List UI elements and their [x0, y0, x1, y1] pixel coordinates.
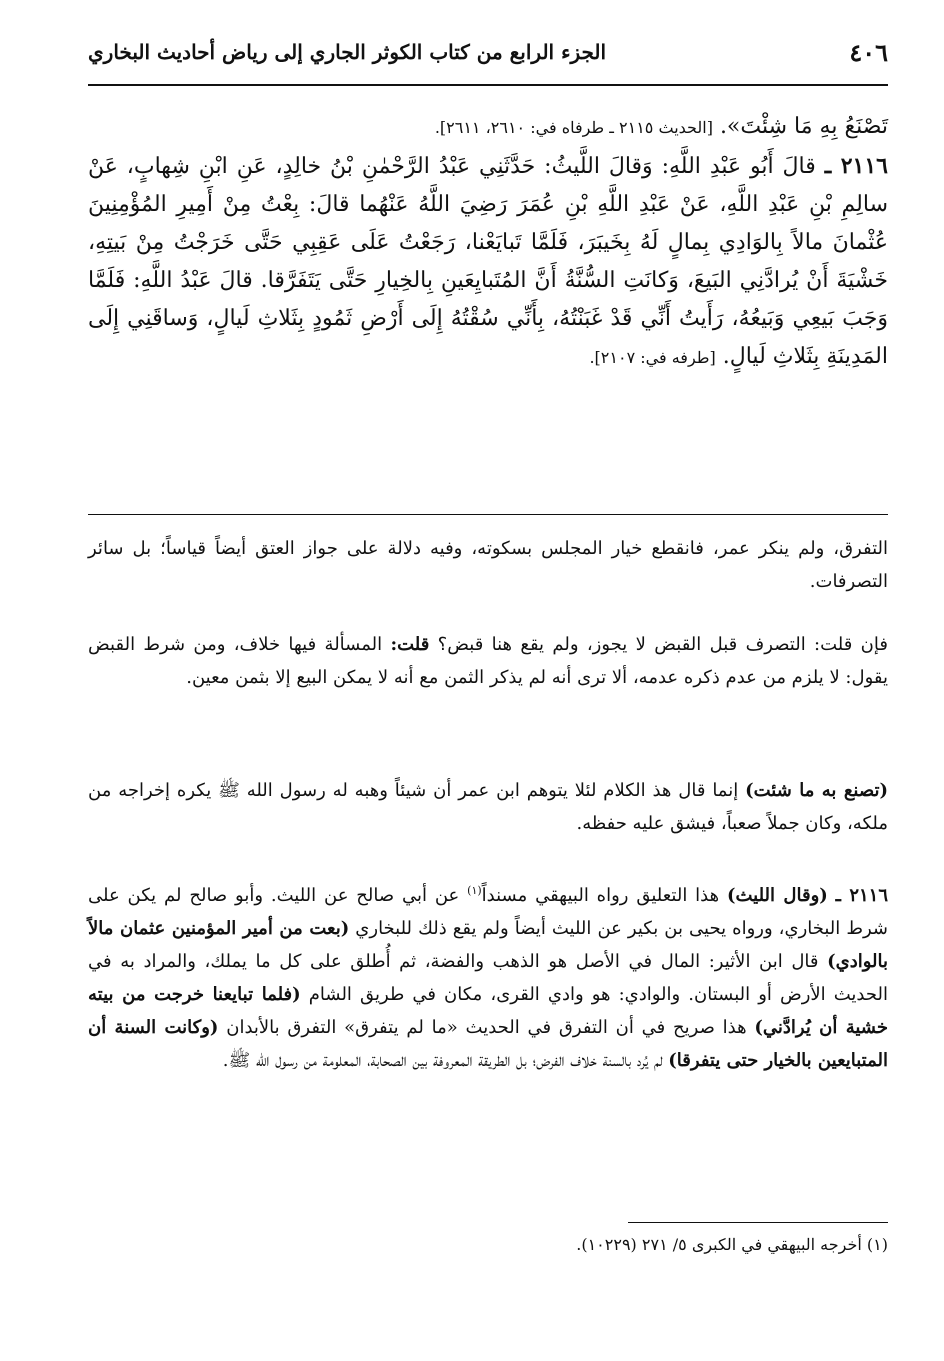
footnote	[88, 1232, 888, 1258]
header-rule	[88, 84, 888, 86]
hadith-ref: [طرفه في: ٢١٠٧].	[589, 348, 716, 367]
explanation-text: قال ابن الأثير: المال في الأصل هو الذهب والفضة، ثم أُطلق على كل ما يملك، والمراد به في الحديث الأرض أو البستان. والوادي: هو وادي القرى، مكان في طريق الشام	[88, 951, 888, 1005]
hadith-2116	[88, 147, 888, 377]
quoted-phrase: (وكانت السنة أن المتبايعين بالخيار حتى يتفرقا)	[88, 1017, 888, 1071]
commentary-text	[88, 874, 888, 1077]
hadith-section	[88, 108, 888, 377]
hadith-text: قالَ أَبُو عَبْدِ اللَّهِ: وَقالَ اللَّيثُ: حَدَّثَنِي عَبْدُ الرَّحْمٰنِ بْنُ خالِدٍ، عَنِ ابْنِ شِهابٍ، عَنْ سالِمِ بْنِ عَبْدِ اللَّهِ، عَنْ عَبْدِ اللَّهِ بْنِ عُمَرَ رَضِيَ اللَّهُ عَنْهُما قالَ: بِعْتُ مِنْ أَمِيرِ المُؤْمِنِينَ عُثْمانَ مالاً بِالوَادِي بِمالٍ لَهُ بِخَيبَرَ، فَلَمَّا تَبايَعْنا، رَجَعْتُ عَلَى عَقِبِي حَتَّى خَرَجْتُ مِنْ بَيتِهِ، خَشْيَةَ أَنْ يُرادَّنِي البَيعَ، وَكانَتِ السُّنَّةُ أَنَّ المُتَبايِعَينِ بِالخِيارِ حَتَّى يَتَفَرَّقا. قالَ عَبْدُ اللَّهِ: فَلَمَّا وَجَبَ بَيعِي وَبَيعُهُ، رَأَيتُ أَنِّي قَدْ غَبَنْتُهُ، بِأَنِّي سُقْتُهُ إِلَى أَرْضِ ثَمُودٍ بِثَلاثِ لَيالٍ، وَساقَنِي إِلَى المَدِينَةِ بِثَلاثِ لَيالٍ.	[88, 154, 888, 369]
page-number: ٤٠٦	[849, 38, 888, 67]
explanation-text: إنما قال هذ الكلام لئلا يتوهم ابن عمر أن شيئاً وهبه له رسول الله ﷺ يكره إخراجه من ملكه، وكان جملاً صعباً، فيشق عليه حفظه.	[88, 780, 888, 834]
quoted-phrase: (وقال الليث)	[726, 885, 828, 906]
running-title: الجزء الرابع من كتاب الكوثر الجاري إلى رياض أحاديث البخاري	[88, 40, 607, 64]
answer-text: المسألة فيها خلاف، ومن شرط القبض يقول: لا يلزم من عدم ذكره عدمه، ألا ترى أنه لم يذكر الثمن مع أنه لا يمكن البيع إلا بثمن معين.	[88, 634, 888, 688]
explanation-text: هذا التعليق رواه البيهقي مسنداً	[481, 885, 720, 906]
hadith-continuation	[88, 108, 888, 147]
commentary-paragraph-3	[88, 774, 888, 840]
quoted-phrase: (فلما تبايعنا خرجت من بيته خشية أن يُرادَّني)	[88, 984, 888, 1038]
explanation-text: عن أبي صالح عن الليث. وأبو صالح لم يكن على شرط البخاري، ورواه يحيى بن بكير عن الليث أيضاً ولم يقع ذلك للبخاري	[88, 885, 888, 939]
page-header	[88, 34, 888, 84]
explanation-text: هذا صريح في أن التفرق في الحديث «ما لم يتفرق» التفرق بالأبدان	[226, 1017, 747, 1038]
quoted-phrase: (تصنع به ما شئت)	[745, 780, 888, 801]
answer-label: قلت:	[390, 634, 430, 655]
hadith-number: ٢١١٦ ـ	[835, 885, 888, 906]
commentary-paragraph-1	[88, 532, 888, 598]
quoted-phrase: (بعت من أمير المؤمنين عثمان مالاً بالوادي)	[88, 918, 888, 972]
commentary-paragraph-4	[88, 874, 888, 1077]
question-text: فإن قلت: التصرف قبل القبض لا يجوز، ولم يقع هنا قبض؟	[437, 634, 888, 655]
explanation-text: لم يُرد بالسنة خلاف الفرض؛ بل الطريقة المعروفة بين الصحابة، المعلومة من رسول الله ﷺ.	[222, 1050, 663, 1071]
commentary-text	[88, 774, 888, 840]
footnote-rule	[628, 1222, 888, 1223]
hadith-continuation-ref: [الحديث ٢١١٥ ـ طرفاه في: ٢٦١٠، ٢٦١١].	[434, 118, 713, 137]
hadith-continuation-text: تَصْنَعُ بِهِ مَا شِئْتَ».	[719, 114, 888, 139]
section-separator	[88, 514, 888, 515]
hadith-number: ٢١١٦ ـ	[824, 153, 888, 179]
footnote-marker: (١)	[866, 1235, 888, 1254]
commentary-text	[88, 628, 888, 694]
footnote-text: أخرجه البيهقي في الكبرى ٥/ ٢٧١ (١٠٢٢٩).	[576, 1235, 862, 1254]
commentary-paragraph-2	[88, 628, 888, 694]
footnote-reference[interactable]: (١)	[467, 884, 482, 897]
commentary-text: التفرق، ولم ينكر عمر، فانقطع خيار المجلس بسكوته، وفيه دلالة على جواز العتق أيضاً قياساً؛ بل سائر التصرفات.	[88, 538, 888, 592]
